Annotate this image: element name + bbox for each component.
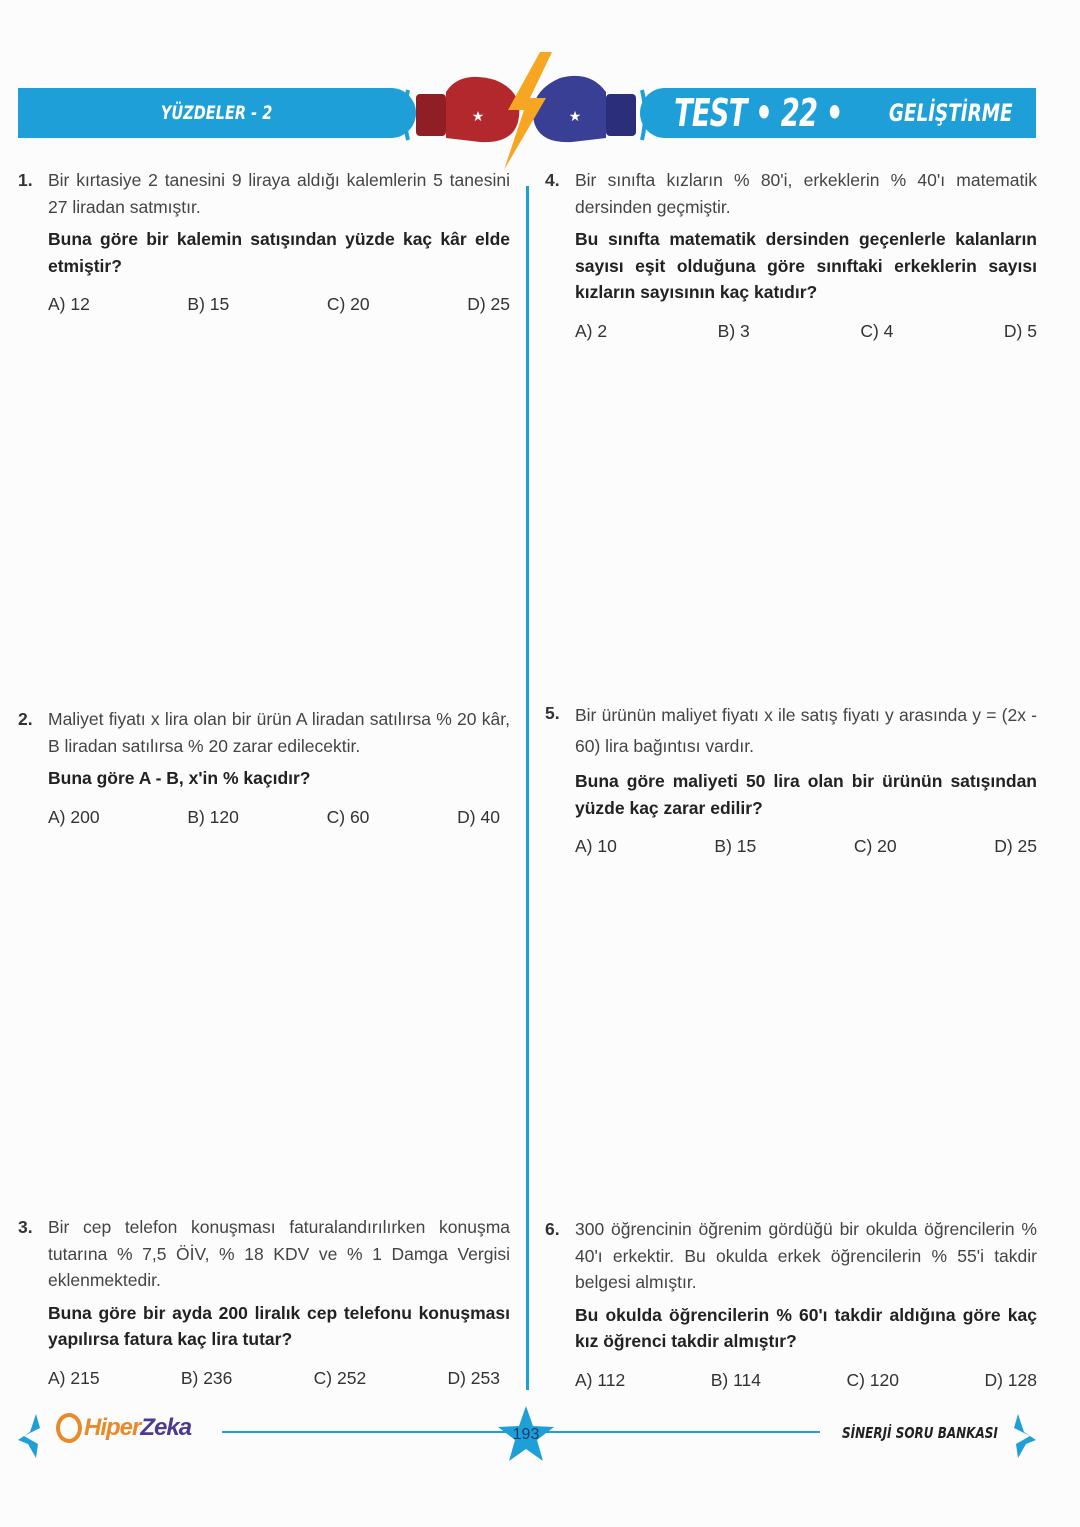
choice-b[interactable]: B) 15: [187, 294, 230, 314]
choice-d[interactable]: D) 25: [994, 836, 1037, 856]
question-ask: Bu sınıfta matematik dersinden geçenlerle kalanların sayısı eşit olduğuna göre sınıftaki erkeklerin sayısı kızların sayısının kaç katıdır?: [575, 229, 1037, 302]
choice-b[interactable]: B) 114: [710, 1369, 761, 1390]
topic-banner: [18, 88, 416, 138]
choice-c[interactable]: C) 20: [853, 836, 897, 856]
question-ask: Bu okulda öğrencilerin % 60'ı takdir aldığına göre kaç kız öğrenci takdir almıştır?: [575, 1304, 1037, 1351]
choice-c[interactable]: C) 252: [313, 1367, 367, 1388]
question-6: [545, 1216, 1037, 1393]
choice-c[interactable]: C) 60: [326, 806, 370, 827]
question-stem: 300 öğrencinin öğrenim gördüğü bir okulda öğrencilerin % 40'ı erkektir. Bu okulda erkek öğrencilerin % 55'i takdir belgesi almıştır.: [575, 1219, 1037, 1292]
test-title: [674, 91, 843, 135]
question-5: [545, 700, 1037, 860]
column-divider: [526, 186, 529, 1390]
question-ask: Buna göre bir kalemin satışından yüzde kaç kâr elde etmiştir?: [48, 229, 510, 276]
topic-title: YÜZDELER - 2: [161, 102, 273, 124]
question-stem: Bir cep telefon konuşması faturalandırılırken konuşma tutarına % 7,5 ÖİV, % 18 KDV ve % 1 Damga Vergisi eklenmektedir.: [48, 1217, 510, 1290]
question-number: 3.: [18, 1217, 33, 1237]
choice-c[interactable]: C) 4: [860, 320, 894, 341]
star-left-icon: [16, 1414, 50, 1458]
question-stem: Bir sınıfta kızların % 80'i, erkeklerin % 40'ı matematik dersinden geçmiştir.: [575, 170, 1037, 217]
test-type: GELİŞTİRME: [888, 99, 1013, 127]
choice-d[interactable]: D) 25: [467, 294, 510, 314]
bullet: •: [755, 91, 772, 135]
answer-choices: [575, 318, 1037, 345]
logo-text-zeka: Zeka: [140, 1414, 192, 1441]
answer-choices: [48, 291, 510, 318]
question-ask: Buna göre A - B, x'in % kaçıdır?: [48, 768, 311, 788]
choice-c[interactable]: C) 20: [326, 294, 370, 314]
question-number: 6.: [545, 1219, 560, 1239]
choice-a[interactable]: A) 10: [575, 836, 617, 856]
question-4: [545, 167, 1037, 344]
boxing-gloves-icon: [400, 52, 650, 172]
question-stem: Bir ürünün maliyet fiyatı x ile satış fiyatı y arasında y = (2x - 60) lira bağıntısı vardır.: [575, 705, 1037, 756]
logo-icon: [56, 1413, 82, 1443]
choice-a[interactable]: A) 12: [48, 294, 90, 314]
choice-b[interactable]: B) 120: [187, 806, 239, 827]
question-number: 5.: [545, 703, 560, 723]
choice-a[interactable]: A) 2: [575, 320, 608, 341]
choice-a[interactable]: A) 215: [48, 1367, 100, 1388]
choice-a[interactable]: A) 200: [48, 806, 100, 827]
choice-a[interactable]: A) 112: [575, 1369, 626, 1390]
answer-choices: [48, 1365, 510, 1392]
question-number: 1.: [18, 170, 33, 190]
question-stem: Bir kırtasiye 2 tanesini 9 liraya aldığı kalemlerin 5 tanesini 27 liradan satmıştır.: [48, 170, 510, 217]
choice-b[interactable]: B) 236: [180, 1367, 233, 1388]
choice-d[interactable]: D) 5: [1003, 320, 1037, 341]
publisher-logo: [56, 1413, 191, 1443]
logo-text-hiper: Hiper: [84, 1414, 141, 1441]
choice-d[interactable]: D) 40: [457, 806, 500, 827]
question-ask: Buna göre maliyeti 50 lira olan bir ürünün satışından yüzde kaç zarar edilir?: [575, 771, 1037, 818]
svg-text:★: ★: [471, 108, 485, 124]
question-2: [18, 706, 510, 830]
series-title: SİNERJİ SORU BANKASI: [842, 1424, 998, 1442]
svg-text:★: ★: [568, 108, 582, 124]
choice-d[interactable]: D) 253: [447, 1367, 500, 1388]
answer-choices: [48, 804, 510, 831]
footer-line-right: [540, 1431, 820, 1433]
choice-b[interactable]: B) 3: [717, 320, 750, 341]
question-1: [18, 167, 510, 318]
page-number: 193: [512, 1426, 540, 1443]
choice-c[interactable]: C) 120: [846, 1369, 899, 1390]
bullet: •: [825, 91, 843, 135]
choice-b[interactable]: B) 15: [714, 836, 757, 856]
footer-line-left: [222, 1431, 514, 1433]
question-number: 2.: [18, 709, 33, 729]
test-number: 22: [780, 91, 818, 135]
question-number: 4.: [545, 170, 560, 190]
test-label: TEST: [674, 91, 747, 135]
choice-d[interactable]: D) 128: [984, 1369, 1037, 1390]
test-banner: [640, 88, 1036, 138]
question-stem: Maliyet fiyatı x lira olan bir ürün A liradan satılırsa % 20 kâr, B liradan satılırsa % 20 zarar edilecektir.: [48, 709, 510, 756]
question-ask: Buna göre bir ayda 200 liralık cep telefonu konuşması yapılırsa fatura kaç lira tutar?: [48, 1302, 510, 1349]
question-3: [18, 1214, 510, 1391]
answer-choices: [575, 833, 1037, 860]
star-right-icon: [1004, 1414, 1038, 1458]
answer-choices: [575, 1367, 1037, 1394]
